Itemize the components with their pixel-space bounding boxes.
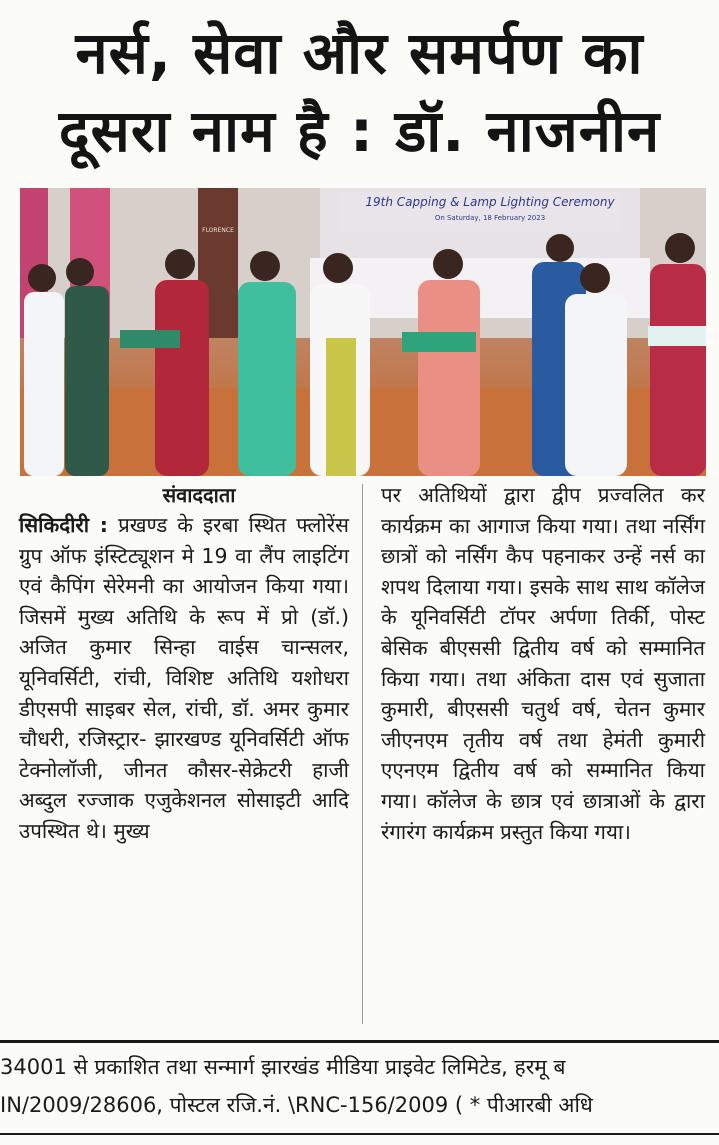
dateline: सिकिदीरी : xyxy=(19,513,108,537)
headline-line-2: दूसरा नाम है : डॉ. नाजनीन xyxy=(58,97,661,165)
article-column-left xyxy=(19,480,349,847)
imprint-footer xyxy=(0,1048,719,1124)
banner-text: 19th Capping & Lamp Lighting Ceremony xyxy=(365,195,615,209)
footer-top-rule xyxy=(0,1040,719,1043)
right-body: पर अतिथियों द्वारा द्वीप प्रज्वलित कर कार्यक्रम का आगाज किया गया। तथा नर्सिंग छात्रों को नर्सिंग कैप पहनाकर उन्हें नर्स का शपथ दिलाया गया। इसके साथ साथ कॉलेज के यूनिवर्सिटी टॉपर अर्पणा तिर्की, पोस्ट बेसिक बीएससी द्वितीय वर्ष को सम्मानित किया गया। तथा अंकिता दास एवं सुजाता कुमारी, बीएससी चतुर्थ वर्ष, चेतन कुमार जीएनएम तृतीय वर्ष तथा हेमंती कुमारी एएनएम द्वितीय वर्ष को सम्मानित किया गया। कॉलेज के छात्र एवं छात्राओं के द्वारा रंगारंग कार्यक्रम प्रस्तुत किया गया। xyxy=(381,483,705,844)
imprint-line-2: IN/2009/28606, पोस्टल रजि.नं. \RNC-156/2009 ( * पीआरबी अधि xyxy=(0,1093,593,1117)
headline-line-1: नर्स, सेवा और समर्पण का xyxy=(75,19,644,87)
left-body: प्रखण्ड के इरबा स्थित फ्लोरेंस ग्रुप ऑफ इंस्टिट्यूशन मे 19 वा लैंप लाइटिंग एवं कैपिंग सेरेमनी का आयोजन किया गया। जिसमें मुख्य अतिथि के रूप में प्रो (डॉ.) अजित कुमार सिन्हा वाईस चान्सलर, यूनिवर्सिटी, रांची, विशिष्ट अतिथि यशोधरा डीएसपी साइबर सेल, रांची, डॉ. अमर कुमार चौधरी, रजिस्ट्रार- झारखण्ड यूनिवर्सिटी ऑफ टेक्नोलॉजी, जीनत कौसर-सेक्रेटरी हाजी अब्दुल रज्जाक एजुकेशनल सोसाइटी आदि उपस्थित थे। मुख्य xyxy=(19,513,349,843)
banner-subtext: On Saturday, 18 February 2023 xyxy=(434,214,546,222)
ceremony-photo-illustration xyxy=(20,188,706,476)
column-divider xyxy=(362,484,363,1024)
imprint-line-1: 34001 से प्रकाशित तथा सन्मार्ग झारखंड मीडिया प्राइवेट लिमिटेड, हरमू ब xyxy=(0,1055,566,1079)
pillar-text: FLORENCE xyxy=(202,227,234,234)
byline: संवाददाता xyxy=(162,483,236,507)
left-paragraph xyxy=(19,510,349,847)
article-column-right xyxy=(381,480,705,847)
news-photo xyxy=(20,188,706,476)
footer-bottom-rule xyxy=(0,1133,719,1135)
headline xyxy=(0,0,719,182)
